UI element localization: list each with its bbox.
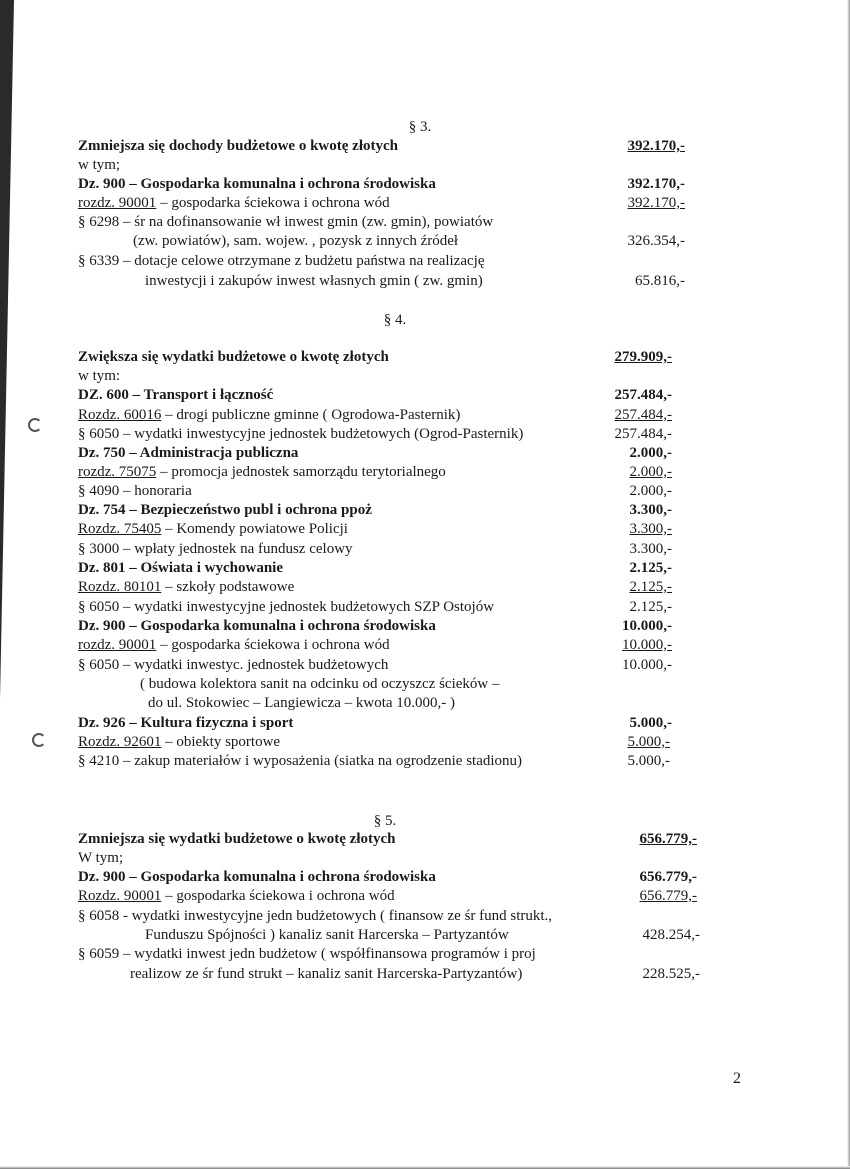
amount: 257.484,-	[614, 387, 672, 403]
amount: 428.254,-	[642, 927, 700, 943]
paragraf-row	[0, 944, 850, 964]
rozdzial-row	[0, 886, 850, 906]
paragraf-note-row	[0, 693, 850, 713]
amount: 257.484,-	[614, 426, 672, 442]
amount: 3.300,-	[629, 521, 672, 537]
rozdzial-code: rozdz. 75075	[78, 464, 157, 480]
wtym-row	[0, 155, 850, 175]
paragraf-row	[0, 424, 850, 444]
dzial-label: Dz. 754 – Bezpieczeństwo publ i ochrona ppoż	[78, 502, 372, 518]
page-number: 2	[733, 1070, 741, 1087]
dzial-row	[0, 713, 850, 733]
rozdzial-code: rozdz. 90001	[78, 195, 157, 211]
rozdzial-row	[0, 462, 850, 482]
paragraf-note: do ul. Stokowiec – Langiewicza – kwota 10.000,- )	[148, 695, 456, 711]
paragraf-label: § 6050 – wydatki inwestyc. jednostek budżetowych	[78, 657, 389, 673]
paragraf-label: § 6050 – wydatki inwestycyjne jednostek budżetowych (Ogrod-Pasternik)	[78, 426, 524, 442]
amount: 3.300,-	[629, 502, 672, 518]
section-title: Zmniejsza się wydatki budżetowe o kwotę złotych	[78, 831, 396, 847]
rozdzial-row	[0, 577, 850, 597]
paragraf-label: § 6059 – wydatki inwest jedn budżetow ( współfinansowa programów i proj	[78, 946, 536, 962]
amount: 2.125,-	[629, 599, 672, 615]
rozdzial-row	[0, 193, 850, 213]
paragraf-row	[0, 212, 850, 232]
amount: 392.170,-	[627, 176, 685, 192]
section-5-heading-row	[0, 811, 850, 831]
dzial-row	[0, 174, 850, 194]
rozdzial-code: Rozdz. 80101	[78, 579, 162, 595]
paragraf-label: § 4210 – zakup materiałów i wyposażenia (siatka na ogrodzenie stadionu)	[78, 753, 523, 769]
rozdzial-row	[0, 635, 850, 655]
dzial-label: Dz. 900 – Gospodarka komunalna i ochrona środowiska	[78, 176, 436, 192]
paragraf-row	[0, 964, 850, 984]
section-4-heading-row	[0, 310, 850, 330]
section-title: Zmniejsza się dochody budżetowe o kwotę złotych	[78, 138, 398, 154]
paragraf-label: § 6339 – dotacje celowe otrzymane z budżetu państwa na realizację	[78, 253, 485, 269]
rozdzial-row	[0, 405, 850, 425]
amount: 5.000,-	[627, 753, 670, 769]
dzial-row	[0, 558, 850, 578]
paragraf-label: realizow ze śr fund strukt – kanaliz sanit Harcerska-Partyzantów)	[130, 966, 523, 982]
amount: 10.000,-	[622, 657, 672, 673]
paragraf-label: inwestycji i zakupów inwest własnych gmin ( zw. gmin)	[145, 273, 483, 289]
amount: 5.000,-	[629, 715, 672, 731]
amount: 326.354,-	[627, 233, 685, 249]
dzial-row	[0, 443, 850, 463]
wtym-row	[0, 848, 850, 868]
amount: 65.816,-	[635, 273, 685, 289]
paragraf-label: § 6298 – śr na dofinansowanie wł inwest gmin (zw. gmin), powiatów	[78, 214, 494, 230]
paragraf-row	[0, 481, 850, 501]
amount: 10.000,-	[622, 618, 672, 634]
rozdzial-code: Rozdz. 90001	[78, 888, 162, 904]
paragraf-row	[0, 539, 850, 559]
section-heading: § 4.	[383, 312, 407, 328]
amount: 279.909,-	[614, 349, 672, 365]
rozdzial-code: Rozdz. 60016	[78, 407, 162, 423]
paragraf-label: (zw. powiatów), sam. wojew. , pozysk z innych źródeł	[133, 233, 459, 249]
paragraf-label: Funduszu Spójności ) kanaliz sanit Harcerska – Partyzantów	[145, 927, 509, 943]
amount: 656.779,-	[639, 869, 697, 885]
wtym-row	[0, 366, 850, 386]
dzial-label: Dz. 801 – Oświata i wychowanie	[78, 560, 283, 576]
amount: 656.779,-	[639, 831, 697, 847]
paragraf-label: § 3000 – wpłaty jednostek na fundusz celowy	[78, 541, 353, 557]
amount: 2.000,-	[629, 445, 672, 461]
paragraf-label: § 6058 - wydatki inwestycyjne jedn budżetowych ( finansow ze śr fund strukt.,	[78, 908, 553, 924]
dzial-row	[0, 616, 850, 636]
paragraf-label: § 4090 – honoraria	[78, 483, 192, 499]
amount: 392.170,-	[627, 138, 685, 154]
amount: 257.484,-	[614, 407, 672, 423]
paragraf-note-row	[0, 674, 850, 694]
rozdzial-desc: – promocja jednostek samorządu terytorialnego	[156, 464, 446, 480]
section-3-heading-row	[0, 117, 850, 137]
rozdzial-desc: – Komendy powiatowe Policji	[161, 521, 348, 537]
wtym-label: w tym:	[78, 368, 121, 384]
rozdzial-desc: – gospodarka ściekowa i ochrona wód	[161, 888, 395, 904]
paragraf-row	[0, 251, 850, 271]
amount: 392.170,-	[627, 195, 685, 211]
rozdzial-desc: – gospodarka ściekowa i ochrona wód	[156, 195, 390, 211]
dzial-row	[0, 500, 850, 520]
paragraf-row	[0, 906, 850, 926]
paragraf-note: ( budowa kolektora sanit na odcinku od oczyszcz ścieków –	[140, 676, 500, 692]
section-4-title-row	[0, 347, 850, 367]
amount: 2.125,-	[629, 579, 672, 595]
paragraf-row	[0, 597, 850, 617]
wtym-label: w tym;	[78, 157, 121, 173]
amount: 2.000,-	[629, 483, 672, 499]
wtym-label: W tym;	[78, 850, 124, 866]
paragraf-row	[0, 655, 850, 675]
dzial-label: Dz. 750 – Administracja publiczna	[78, 445, 299, 461]
rozdzial-desc: – drogi publiczne gminne ( Ogrodowa-Pasternik)	[161, 407, 461, 423]
paragraf-row	[0, 751, 850, 771]
amount: 10.000,-	[622, 637, 672, 653]
amount: 3.300,-	[629, 541, 672, 557]
section-heading: § 5.	[373, 813, 397, 829]
amount: 5.000,-	[627, 734, 670, 750]
rozdzial-row	[0, 732, 850, 752]
dzial-label: Dz. 926 – Kultura fizyczna i sport	[78, 715, 294, 731]
rozdzial-desc: – obiekty sportowe	[161, 734, 281, 750]
paragraf-row	[0, 271, 850, 291]
amount: 656.779,-	[639, 888, 697, 904]
rozdzial-code: Rozdz. 75405	[78, 521, 162, 537]
dzial-label: Dz. 900 – Gospodarka komunalna i ochrona środowiska	[78, 618, 436, 634]
rozdzial-row	[0, 519, 850, 539]
section-title: Zwiększa się wydatki budżetowe o kwotę złotych	[78, 349, 389, 365]
dzial-row	[0, 385, 850, 405]
amount: 2.125,-	[629, 560, 672, 576]
dzial-row	[0, 867, 850, 887]
rozdzial-code: rozdz. 90001	[78, 637, 157, 653]
amount: 2.000,-	[629, 464, 672, 480]
paragraf-row	[0, 231, 850, 251]
paragraf-row	[0, 925, 850, 945]
amount: 228.525,-	[642, 966, 700, 982]
paragraf-label: § 6050 – wydatki inwestycyjne jednostek budżetowych SZP Ostojów	[78, 599, 495, 615]
rozdzial-desc: – gospodarka ściekowa i ochrona wód	[156, 637, 390, 653]
section-heading: § 3.	[408, 119, 432, 135]
rozdzial-desc: – szkoły podstawowe	[161, 579, 295, 595]
section-5-title-row	[0, 829, 850, 849]
dzial-label: Dz. 900 – Gospodarka komunalna i ochrona środowiska	[78, 869, 436, 885]
rozdzial-code: Rozdz. 92601	[78, 734, 162, 750]
dzial-label: DZ. 600 – Transport i łączność	[78, 387, 274, 403]
section-3-title-row	[0, 136, 850, 156]
